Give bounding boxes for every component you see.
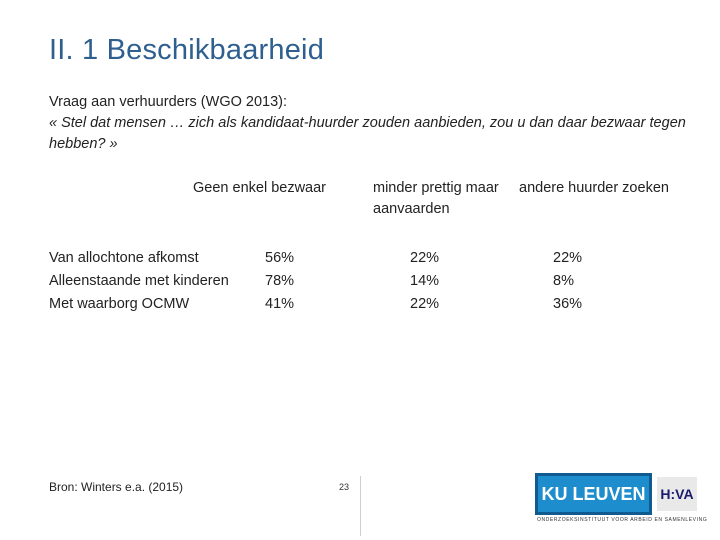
ku-logo-text: KU LEUVEN bbox=[541, 484, 646, 504]
page-number: 23 bbox=[339, 482, 350, 492]
table-cell: 41% bbox=[265, 296, 295, 312]
column-header-no-objection: Geen enkel bezwaar bbox=[193, 180, 326, 196]
table-cell: 14% bbox=[410, 273, 440, 289]
ku-leuven-hiva-logo bbox=[535, 473, 708, 525]
row-label: Alleenstaande met kinderen bbox=[49, 273, 229, 289]
row-label: Met waarborg OCMW bbox=[49, 296, 190, 312]
intro-text bbox=[49, 92, 689, 155]
slide-title: II. 1 Beschikbaarheid bbox=[49, 34, 325, 66]
table-cell: 56% bbox=[265, 250, 295, 266]
table-cell: 22% bbox=[410, 250, 440, 266]
column-header-other-tenant: andere huurder zoeken bbox=[519, 180, 669, 196]
source-citation: Bron: Winters e.a. (2015) bbox=[49, 480, 184, 494]
table-cell: 22% bbox=[553, 250, 583, 266]
logo-tagline: ONDERZOEKSINSTITUUT VOOR ARBEID EN SAMENLEVING bbox=[537, 517, 708, 523]
hva-logo-text: H:VA bbox=[660, 486, 694, 502]
table-cell: 8% bbox=[553, 273, 574, 289]
intro-question-source: Vraag aan verhuurders (WGO 2013): bbox=[49, 94, 288, 110]
table-cell: 78% bbox=[265, 273, 295, 289]
row-label: Van allochtone afkomst bbox=[49, 250, 199, 266]
table-cell: 36% bbox=[553, 296, 583, 312]
intro-quote: « Stel dat mensen … zich als kandidaat-huurder zouden aanbieden, zou u dan daar bezwaar tegen hebben? » bbox=[49, 115, 686, 152]
footer-divider bbox=[360, 476, 361, 536]
column-header-accept: minder prettig maar aanvaarden bbox=[373, 180, 499, 217]
table-cell: 22% bbox=[410, 296, 440, 312]
